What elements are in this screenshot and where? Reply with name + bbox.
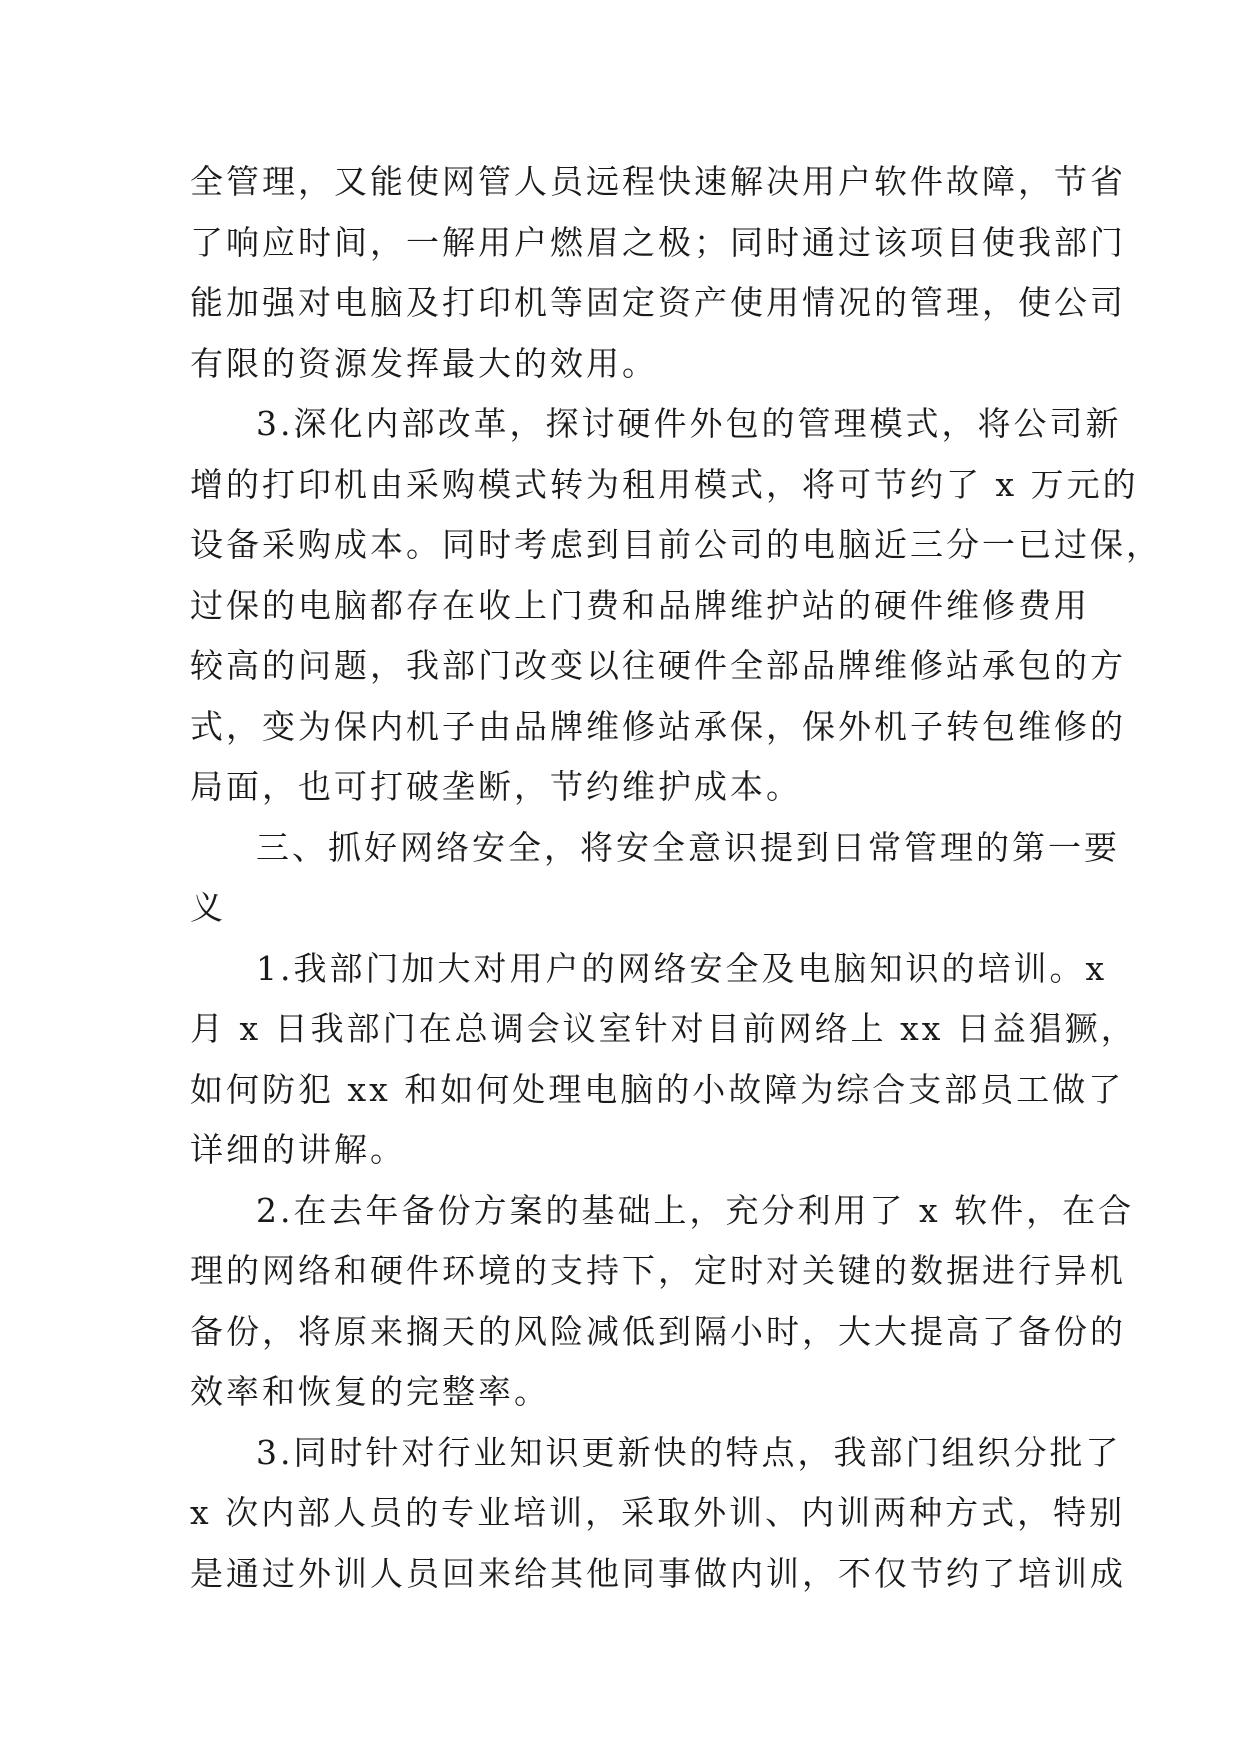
text-line: 义 (190, 888, 226, 927)
text-line: 详细的讲解。 (190, 1130, 406, 1169)
text-line: 效率和恢复的完整率。 (190, 1372, 550, 1411)
text-line: 3.深化内部改革，探讨硬件外包的管理模式，将公司新 (256, 404, 1122, 443)
text-line: 了响应时间，一解用户燃眉之极；同时通过该项目使我部门 (190, 222, 1126, 262)
section-heading-network-security (190, 818, 1120, 939)
text-line: 三、抓好网络安全，将安全意识提到日常管理的第一要 (256, 827, 1120, 867)
text-line: 备份，将原来搁天的风险减低到隔小时，大大提高了备份的 (190, 1311, 1126, 1351)
text-line: 增的打印机由采购模式转为租用模式，将可节约了 x 万元的 (190, 464, 1139, 504)
text-line: 较高的问题，我部门改变以往硬件全部品牌维修站承包的方 (190, 646, 1126, 685)
paragraph-item-1-training (190, 939, 1137, 1181)
paragraph-item-3-reform (190, 394, 1162, 818)
text-line: 2.在去年备份方案的基础上，充分利用了 x 软件，在合 (256, 1190, 1135, 1230)
paragraph-continued (190, 152, 1126, 394)
text-line: 3.同时针对行业知识更新快的特点，我部门组织分批了 (256, 1432, 1122, 1472)
document-body (190, 152, 1162, 1604)
paragraph-item-3-industry (190, 1423, 1126, 1605)
text-line: 有限的资源发挥最大的效用。 (190, 343, 658, 383)
text-line: 式，变为保内机子由品牌维修站承保，保外机子转包维修的 (190, 706, 1126, 746)
text-line: 理的网络和硬件环境的支持下，定时对关键的数据进行异机 (190, 1251, 1126, 1290)
text-line: 过保的电脑都存在收上门费和品牌维护站的硬件维修费用 (190, 585, 1090, 625)
paragraph-item-2-backup (190, 1181, 1135, 1423)
text-line: 月 x 日我部门在总调会议室针对目前网络上 xx 日益猖獗， (190, 1009, 1137, 1048)
text-line: 如何防犯 xx 和如何处理电脑的小故障为综合支部员工做了 (190, 1069, 1125, 1109)
text-line: 能加强对电脑及打印机等固定资产使用情况的管理，使公司 (190, 283, 1126, 322)
text-line: 局面，也可打破垄断，节约维护成本。 (190, 767, 802, 806)
text-line: 设备采购成本。同时考虑到目前公司的电脑近三分一已过保， (190, 525, 1162, 564)
text-line: 全管理，又能使网管人员远程快速解决用户软件故障，节省 (190, 162, 1126, 201)
text-line: 1.我部门加大对用户的网络安全及电脑知识的培训。x (256, 948, 1108, 988)
text-line: 是通过外训人员回来给其他同事做内训，不仅节约了培训成 (190, 1553, 1126, 1593)
text-line: x 次内部人员的专业培训，采取外训、内训两种方式，特别 (190, 1493, 1126, 1532)
